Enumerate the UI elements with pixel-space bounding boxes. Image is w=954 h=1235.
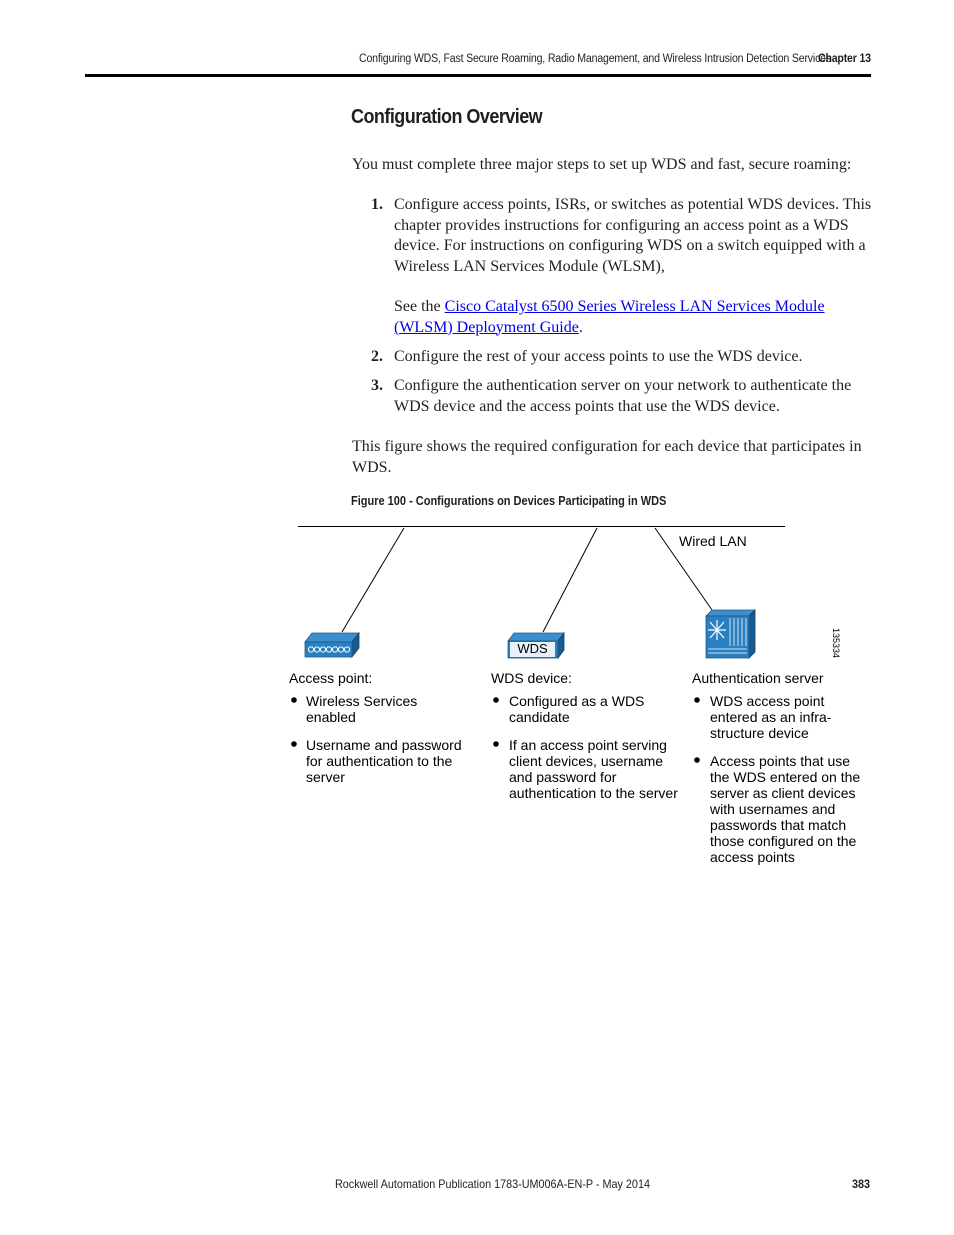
- step-number: 2.: [371, 348, 383, 365]
- access-point-icon: [305, 633, 359, 657]
- bullet-line: those configured on the: [710, 833, 857, 849]
- figure-intro-line: WDS.: [352, 458, 392, 476]
- wlsm-guide-link-cont[interactable]: (WLSM) Deployment Guide: [394, 318, 579, 336]
- page-number: 383: [852, 1177, 871, 1191]
- section-title: Configuration Overview: [351, 106, 543, 128]
- figure-intro-line: This figure shows the required configuration for each device that participates in: [352, 438, 862, 455]
- bullet-line: authentication to the server: [509, 785, 678, 801]
- wlsm-guide-link[interactable]: Cisco Catalyst 6500 Series Wireless LAN Services Module: [444, 298, 825, 315]
- see-suffix: .: [578, 318, 583, 336]
- wds-badge-label: WDS: [517, 641, 548, 656]
- bullet-line: passwords that match: [710, 817, 847, 833]
- running-header-title: Configuring WDS, Fast Secure Roaming, Radio Management, and Wireless Intrusion Detection Services: [359, 53, 831, 65]
- step-text-line: device. For instructions on configuring WDS on a switch equipped with a: [394, 237, 866, 254]
- step-number: 1.: [371, 196, 383, 213]
- figure-title: Figure 100 - Configurations on Devices Participating in WDS: [351, 494, 667, 508]
- bullet-line: structure device: [710, 725, 809, 741]
- bullet-line: WDS access point: [710, 693, 825, 709]
- step-text-line: chapter provides instructions for configuring an access point as a WDS: [394, 216, 849, 234]
- bullet-line: for authentication to the: [306, 753, 453, 769]
- bullet-line: server: [306, 769, 345, 785]
- bullet-line: client devices, username: [509, 753, 664, 769]
- bullet-line: Wireless Services: [306, 693, 418, 709]
- column-heading: Access point:: [289, 670, 373, 686]
- intro-paragraph: You must complete three major steps to set up WDS and fast, secure roaming:: [352, 156, 852, 173]
- authentication-server-icon: [706, 610, 755, 658]
- bullet-line: with usernames and: [710, 801, 836, 817]
- access-point-link: [342, 528, 404, 632]
- running-header-chapter: Chapter 13: [818, 53, 871, 65]
- step-number: 3.: [371, 377, 383, 394]
- see-prefix: See the: [394, 298, 445, 315]
- step-text-line: Configure the authentication server on your network to authenticate the: [394, 377, 852, 394]
- bullet-line: Configured as a WDS: [509, 693, 645, 709]
- bullet-line: enabled: [306, 709, 356, 725]
- step-text-line: Configure the rest of your access points to use the WDS device.: [394, 348, 803, 365]
- column-heading: Authentication server: [692, 670, 824, 686]
- step-text-line: Configure access points, ISRs, or switches as potential WDS devices. This: [394, 196, 872, 213]
- bullet-line: If an access point serving: [509, 737, 667, 753]
- footer-publication: Rockwell Automation Publication 1783-UM006A-EN-P - May 2014: [335, 1177, 650, 1191]
- column-heading: WDS device:: [491, 670, 572, 686]
- bullet-line: entered as an infra-: [710, 709, 832, 725]
- bullet-line: and password for: [509, 769, 617, 785]
- figure-id: 135334: [831, 628, 841, 659]
- wds-device-link: [543, 528, 597, 632]
- bullet-line: access points: [710, 849, 795, 865]
- bullet-line: Username and password: [306, 737, 462, 753]
- step-text-line: Wireless LAN Services Module (WLSM),: [394, 257, 665, 275]
- bullet-line: Access points that use: [710, 753, 851, 769]
- wired-lan-label: Wired LAN: [679, 533, 747, 549]
- step-text-line: WDS device and the access points that use the WDS device.: [394, 397, 780, 415]
- bullet-line: the WDS entered on the: [710, 769, 861, 785]
- bullet-line: candidate: [509, 709, 570, 725]
- bullet-line: server as client devices: [710, 785, 856, 801]
